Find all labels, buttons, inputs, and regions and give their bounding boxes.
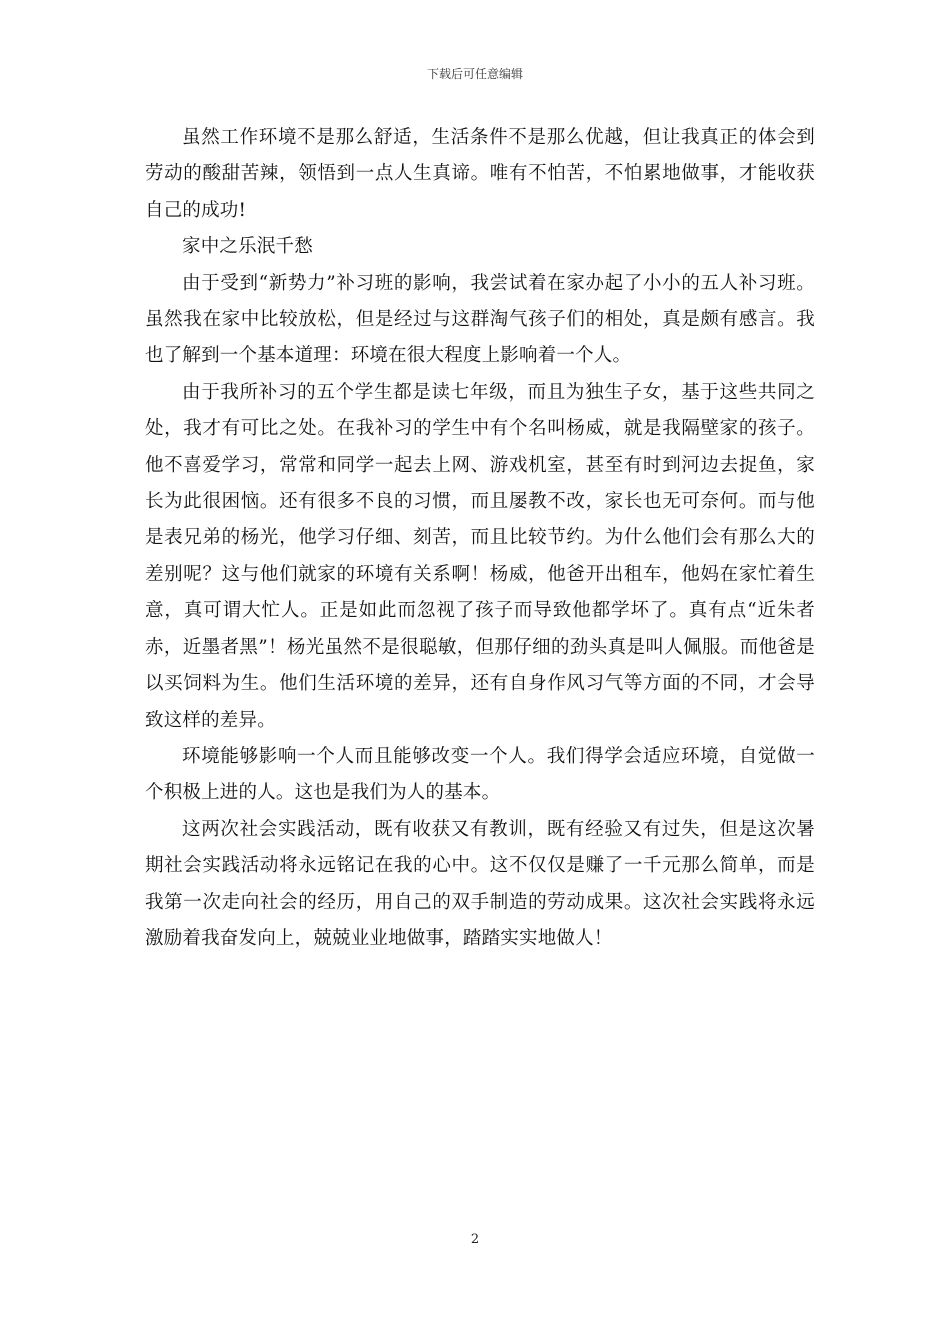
paragraph-conclusion-hardship: 虽然工作环境不是那么舒适，生活条件不是那么优越，但让我真正的体会到劳动的酸甜苦辣，领悟到一点人生真谛。唯有不怕苦，不怕累地做事，才能收获自己的成功!: [145, 127, 815, 221]
paragraph-student-comparison: 由于我所补习的五个学生都是读七年级，而且为独生子女，基于这些共同之处，我才有可比之处。在我补习的学生中有个名叫杨威，就是我隔壁家的孩子。他不喜爱学习，常常和同学一起去上网、游戏机室，甚至有时到河边去捉鱼，家长为此很困恼。还有很多不良的习惯，而且屡教不改，家长也无可奈何。而与他是表兄弟的杨光，他学习仔细、刻苦，而且比较节约。为什么他们会有那么大的差别呢？这与他们就家的环境有关系啊！杨威，他爸开出租车，他妈在家忙着生意，真可谓大忙人。正是如此而忽视了孩子而导致他都学坏了。真有点“近朱者赤，近墨者黑”！杨光虽然不是很聪敏，但那仔细的劲头真是叫人佩服。而他爸是以买饲料为生。他们生活环境的差异，还有自身作风习气等方面的不同，才会导致这样的差异。: [145, 381, 815, 731]
page-header: 下载后可任意编辑: [426, 67, 523, 81]
document-body: [145, 120, 815, 957]
paragraph-summary: 这两次社会实践活动，既有收获又有教训，既有经验又有过失，但是这次暑期社会实践活动将永远铭记在我的心中。这不仅仅是赚了一千元那么简单，而是我第一次走向社会的经历，用自己的双手制造的劳动成果。这次社会实践将永远激励着我奋发向上，兢兢业业地做事，踏踏实实地做人！: [145, 818, 815, 949]
section-heading: 家中之乐泯千愁: [182, 236, 313, 258]
paragraph-tutoring-intro: 由于受到“新势力”补习班的影响，我尝试着在家办起了小小的五人补习班。虽然我在家中比较放松，但是经过与这群淘气孩子们的相处，真是颇有感言。我也了解到一个基本道理：环境在很大程度上影响着一个人。: [145, 272, 815, 367]
paragraph-environment: 环境能够影响一个人而且能够改变一个人。我们得学会适应环境，自觉做一个积极上进的人。这也是我们为人的基本。: [145, 745, 815, 804]
page-number: 2: [470, 1232, 480, 1247]
